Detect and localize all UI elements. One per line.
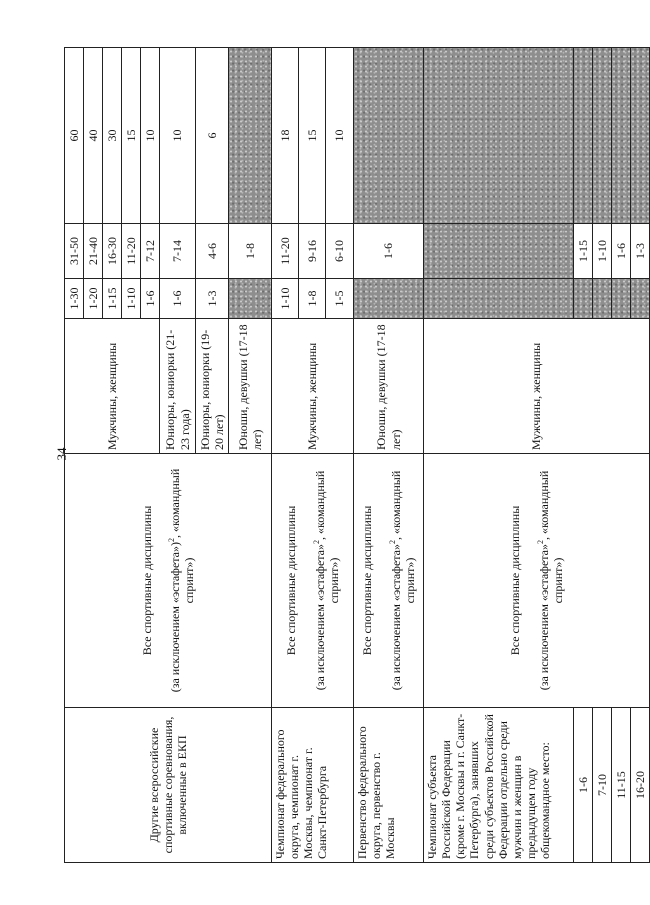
shaded-cell — [229, 279, 272, 319]
competition-cell: Первенство федерального округа, первенство г. Москвы — [354, 708, 424, 863]
page-number: 34 — [54, 447, 69, 461]
discipline-note-end: , «командный спринт») — [168, 468, 197, 604]
discipline-cell — [354, 454, 424, 708]
table-cell: 6 — [196, 48, 229, 224]
table-cell: 1-3 — [631, 224, 650, 279]
table-cell: 30 — [103, 48, 122, 224]
place-cell: 7-10 — [593, 708, 612, 863]
table-cell: 1-6 — [160, 279, 196, 319]
discipline-note: (за исключением «эстафета») — [168, 542, 182, 693]
table-cell: 1-8 — [299, 279, 326, 319]
footnote-mark: 2 — [535, 540, 545, 544]
group-cell: Юноши, девушки (17-18 лет) — [354, 319, 424, 454]
discipline-note-end: , «командный спринт») — [536, 470, 565, 604]
table-cell: 11-20 — [122, 224, 141, 279]
table-cell: 1-8 — [229, 224, 272, 279]
table-cell: 1-10 — [593, 224, 612, 279]
table-cell: 1-10 — [272, 279, 299, 319]
shaded-cell — [229, 48, 272, 224]
footnote-mark: 2 — [311, 540, 321, 544]
footnote-mark: 2 — [167, 538, 176, 542]
table-cell: 6-10 — [326, 224, 354, 279]
table-cell: 1-6 — [612, 224, 631, 279]
place-cell: 1-6 — [574, 708, 593, 863]
table-cell: 1-15 — [103, 279, 122, 319]
competition-cell: Чемпионат федерального округа, чемпионат г. Москвы, чемпионат г. Санкт-Петербурга — [272, 708, 354, 863]
table-cell: 15 — [122, 48, 141, 224]
discipline-cell — [65, 454, 272, 708]
table-cell: 21-40 — [84, 224, 103, 279]
discipline-note: (за исключением «эстафета» — [536, 544, 551, 691]
table-cell: 15 — [299, 48, 326, 224]
shaded-cell — [574, 48, 593, 224]
table-row — [354, 48, 424, 863]
table-cell: 31-50 — [65, 224, 84, 279]
table-cell: 1-10 — [122, 279, 141, 319]
table-cell: 1-30 — [65, 279, 84, 319]
shaded-cell — [612, 279, 631, 319]
table-cell: 1-3 — [196, 279, 229, 319]
group-cell: Юниоры, юниорки (19-20 лет) — [196, 319, 229, 454]
footnote-mark: 2 — [387, 540, 397, 544]
shaded-cell — [631, 279, 650, 319]
shaded-cell — [574, 279, 593, 319]
discipline-main: Все спортивные дисциплины — [284, 505, 299, 656]
table-cell: 16-30 — [103, 224, 122, 279]
table-cell: 60 — [65, 48, 84, 224]
discipline-main: Все спортивные дисциплины — [360, 505, 375, 656]
shaded-cell — [424, 224, 574, 279]
shaded-cell — [354, 279, 424, 319]
table-cell: 18 — [272, 48, 299, 224]
discipline-main: Все спортивные дисциплины — [139, 505, 154, 656]
table-cell: 1-20 — [84, 279, 103, 319]
table-cell: 7-12 — [141, 224, 160, 279]
group-cell: Юноши, девушки (17-18 лет) — [229, 319, 272, 454]
discipline-note-end: , «командный спринт») — [388, 470, 417, 604]
place-cell: 11-15 — [612, 708, 631, 863]
discipline-cell — [424, 454, 650, 708]
group-cell: Юниоры, юниорки (21-23 года) — [160, 319, 196, 454]
table-cell: 9-16 — [299, 224, 326, 279]
table-cell: 10 — [326, 48, 354, 224]
group-cell: Мужчины, женщины — [272, 319, 354, 454]
table-cell: 4-6 — [196, 224, 229, 279]
discipline-cell — [272, 454, 354, 708]
table-row — [272, 48, 299, 863]
group-cell: Мужчины, женщины — [65, 319, 160, 454]
table-row — [424, 48, 574, 863]
table-cell: 1-6 — [354, 224, 424, 279]
shaded-cell — [631, 48, 650, 224]
competition-cell: Чемпионат субъекта Российской Федерации (кроме г. Москвы и г. Санкт-Петербурга), занявших среди субъектов Российской Федерации отдельно среди мужчин и женщин в предыдущем году общекомандное место: — [424, 708, 574, 863]
group-cell: Мужчины, женщины — [424, 319, 650, 454]
shaded-cell — [612, 48, 631, 224]
table-cell: 7-14 — [160, 224, 196, 279]
competition-cell: Другие всероссийские спортивные соревнования, включенные в ЕКП — [65, 708, 272, 863]
shaded-cell — [593, 279, 612, 319]
table-cell: 11-20 — [272, 224, 299, 279]
table-cell: 10 — [160, 48, 196, 224]
table-cell: 1-6 — [141, 279, 160, 319]
shaded-cell — [354, 48, 424, 224]
classification-table — [64, 47, 650, 863]
table-row — [65, 48, 84, 863]
shaded-cell — [593, 48, 612, 224]
table-cell: 10 — [141, 48, 160, 224]
table-cell: 40 — [84, 48, 103, 224]
discipline-main: Все спортивные дисциплины — [508, 505, 523, 656]
place-cell: 16-20 — [631, 708, 650, 863]
table-cell: 1-5 — [326, 279, 354, 319]
shaded-cell — [424, 279, 574, 319]
table-cell: 1-15 — [574, 224, 593, 279]
shaded-cell — [424, 48, 574, 224]
table-rotated-wrapper — [64, 48, 647, 863]
discipline-note: (за исключением «эстафета» — [388, 544, 403, 691]
discipline-note-end: , «командный спринт») — [312, 470, 341, 604]
discipline-note: (за исключением «эстафета» — [312, 544, 327, 691]
